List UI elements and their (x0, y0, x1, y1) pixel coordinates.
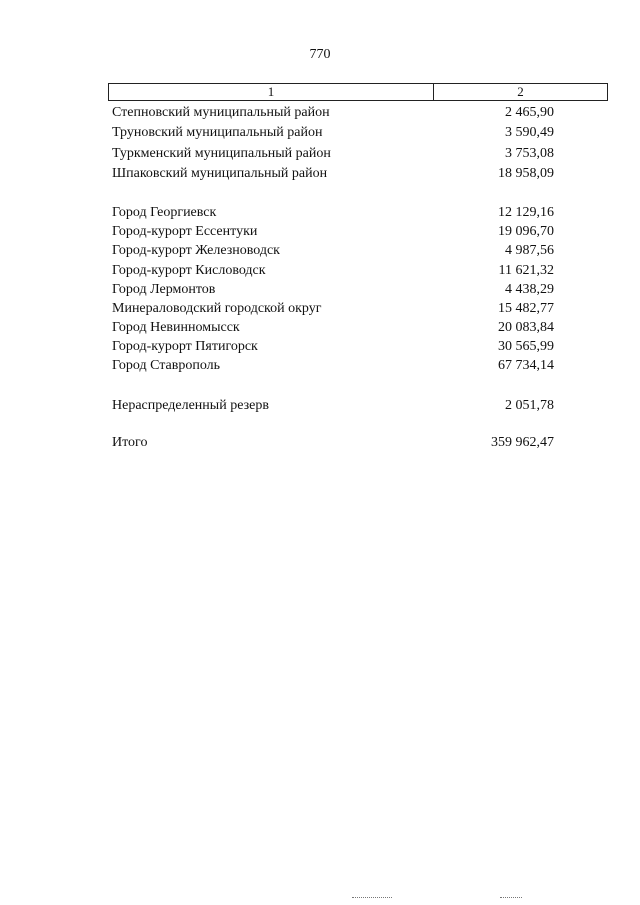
total-value: 359 962,47 (491, 435, 554, 450)
total-row (112, 433, 554, 452)
row-label: Город-курорт Железноводск (112, 243, 280, 258)
table-row (112, 396, 554, 415)
table-row (112, 144, 554, 163)
row-value: 12 129,16 (498, 205, 554, 220)
table-row (112, 241, 554, 260)
table-row (112, 123, 554, 142)
row-value: 3 753,08 (505, 146, 554, 161)
row-value: 18 958,09 (498, 166, 554, 181)
row-label: Труновский муниципальный район (112, 125, 323, 140)
row-label: Степновский муниципальный район (112, 105, 330, 120)
row-value: 30 565,99 (498, 339, 554, 354)
table-row (112, 261, 554, 280)
row-label: Нераспределенный резерв (112, 398, 269, 413)
table-row (112, 203, 554, 222)
row-value: 4 987,56 (505, 243, 554, 258)
row-label: Город Ставрополь (112, 358, 221, 373)
row-label: Город Невинномысск (112, 320, 240, 335)
row-value: 19 096,70 (498, 224, 554, 239)
row-value: 3 590,49 (505, 125, 554, 140)
table-row (112, 164, 554, 183)
footer-dotted-mark (500, 897, 522, 899)
row-value: 20 083,84 (498, 320, 554, 335)
table-row (112, 222, 554, 241)
row-label: Город-курорт Пятигорск (112, 339, 258, 354)
table-row (112, 356, 554, 375)
table-row (112, 318, 554, 337)
row-label: Город-курорт Ессентуки (112, 224, 258, 239)
row-value: 15 482,77 (498, 301, 554, 316)
row-value: 2 051,78 (505, 398, 554, 413)
column-1-header: 1 (109, 84, 434, 100)
row-value: 2 465,90 (505, 105, 554, 120)
row-label: Город Георгиевск (112, 205, 217, 220)
row-label: Город-курорт Кисловодск (112, 263, 266, 278)
row-value: 11 621,32 (498, 263, 554, 278)
table-row (112, 299, 554, 318)
row-label: Город Лермонтов (112, 282, 216, 297)
footer-dotted-mark (352, 897, 392, 899)
row-label: Шпаковский муниципальный район (112, 166, 328, 181)
table-row (112, 280, 554, 299)
total-label: Итого (112, 435, 148, 450)
row-value: 67 734,14 (498, 358, 554, 373)
table-row (112, 337, 554, 356)
page-number: 770 (309, 47, 331, 62)
column-2-header: 2 (517, 84, 524, 99)
row-value: 4 438,29 (505, 282, 554, 297)
row-label: Минераловодский городской округ (112, 301, 322, 316)
table-row (112, 103, 554, 122)
table-header (108, 83, 608, 101)
row-label: Туркменский муниципальный район (112, 146, 331, 161)
